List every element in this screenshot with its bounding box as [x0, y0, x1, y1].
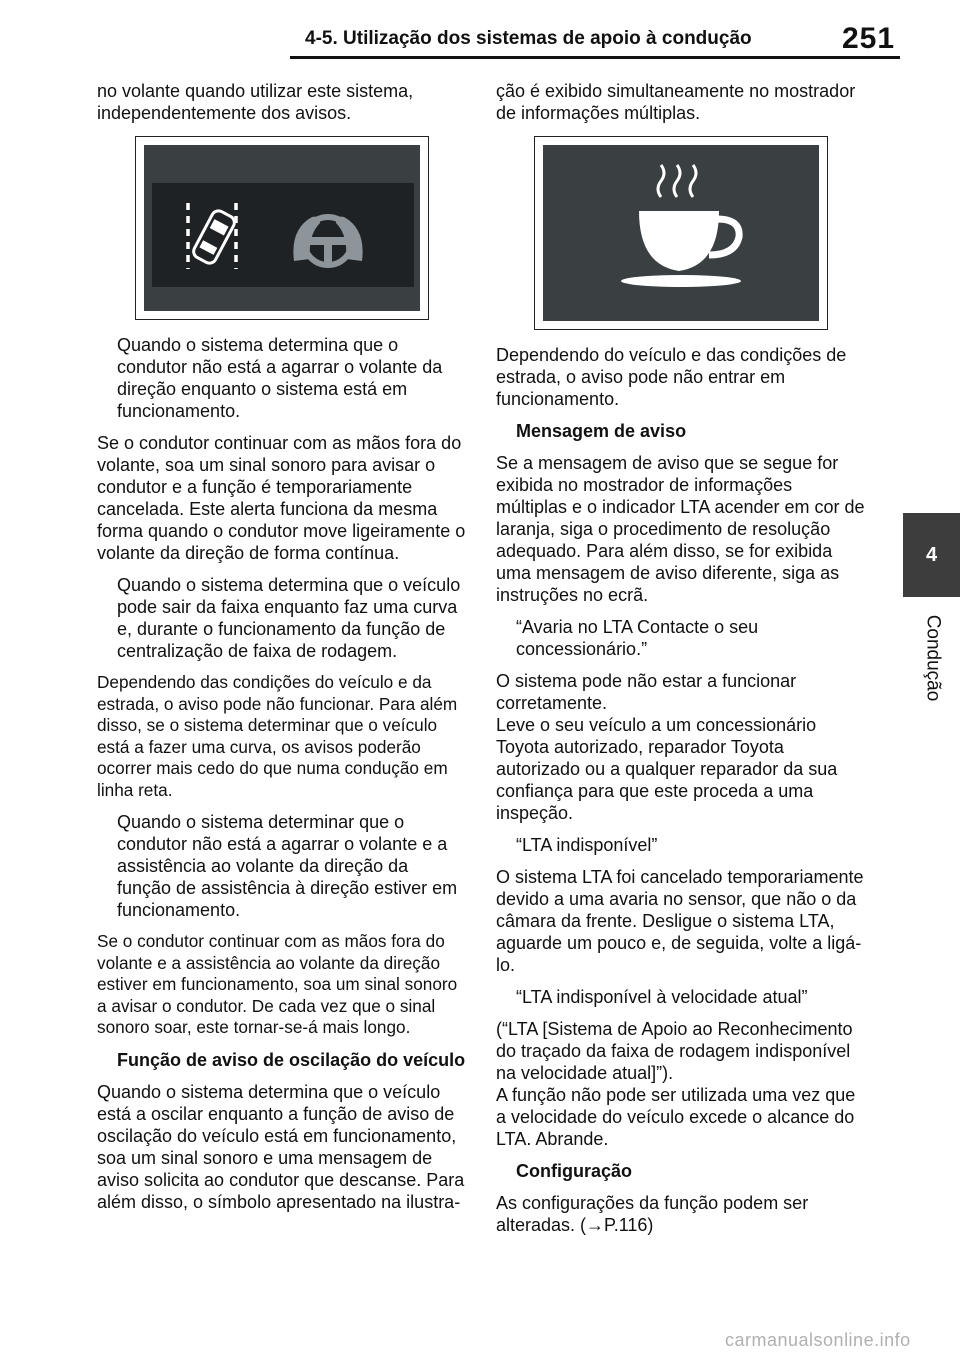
- warning-display-graphic: [144, 145, 420, 311]
- chapter-tab: [903, 513, 960, 597]
- subheading: Mensagem de aviso: [516, 421, 687, 441]
- paragraph: O sistema LTA foi cancelado temporariamente devido a uma avaria no sensor, que não o da câmara da frente. Desligue o sistema LTA, aguarde um pouco e, de seguida, volte a ligá-lo.: [496, 867, 864, 975]
- rest-warning-graphic: [543, 145, 819, 321]
- paragraph: Quando o sistema determinar que o condutor não está a agarrar o volante e a assistência ao volante da direção da função de assistência à direção estiver em funcionamento.: [117, 812, 458, 920]
- paragraph: Dependendo do veículo e das condições de estrada, o aviso pode não entrar em funcionamento.: [496, 345, 847, 409]
- display-screen: [144, 145, 420, 311]
- paragraph: no volante quando utilizar este sistema, independentemente dos avisos.: [97, 81, 414, 123]
- warning-message: “Avaria no LTA Contacte o seu concessionário.”: [516, 617, 759, 659]
- warning-message: “LTA indisponível à velocidade atual”: [516, 987, 808, 1007]
- right-column: [496, 80, 866, 1246]
- left-column: [97, 80, 467, 1223]
- page-number: 251: [842, 22, 896, 55]
- paragraph: O sistema pode não estar a funcionar corretamente.: [496, 671, 797, 713]
- warning-message: “LTA indisponível”: [516, 835, 658, 855]
- paragraph: Quando o sistema determina que o condutor não está a agarrar o volante da direção enquanto o sistema está em funcionamento.: [117, 335, 443, 421]
- paragraph: Dependendo das condições do veículo e da estrada, o aviso pode não funcionar. Para além disso, se o sistema determinar que o veículo está a fazer uma curva, os avisos poderão ocorrer mais cedo do que numa condução em linha reta.: [97, 672, 458, 800]
- paragraph: Se a mensagem de aviso que se segue for exibida no mostrador de informações múltiplas e o indicador LTA acender em cor de laranja, siga o procedimento de resolução adequado. Para além disso, se for exibida uma mensagem de aviso diferente, siga as instruções no ecrã.: [496, 453, 865, 605]
- paragraph: (“LTA [Sistema de Apoio ao Reconhecimento do traçado da faixa de rodagem indisponível na velocidade atual]”).: [496, 1019, 853, 1083]
- display-screen: [543, 145, 819, 321]
- paragraph: Se o condutor continuar com as mãos fora do volante e a assistência ao volante da direção estiver em funcionamento, soa um sinal sonoro a avisar o condutor. De cada vez que o sinal sonoro soar, este tornar-se-á mais longo.: [97, 931, 458, 1037]
- paragraph: A função não pode ser utilizada uma vez que a velocidade do veículo excede o alcance do LTA. Abrande.: [496, 1085, 856, 1149]
- watermark: carmanualsonline.info: [725, 1330, 911, 1350]
- paragraph: ção é exibido simultaneamente no mostrador de informações múltiplas.: [496, 81, 856, 123]
- paragraph: Quando o sistema determina que o veículo está a oscilar enquanto a função de aviso de oscilação do veículo está em funcionamento, soa um sinal sonoro e uma mensagem de aviso solicita ao condutor que descanse. Para além disso, o símbolo apresentado na ilustra-: [97, 1081, 465, 1212]
- paragraph: Quando o sistema determina que o veículo pode sair da faixa enquanto faz uma curva e, durante o funcionamento da função de centralização de faixa de rodagem.: [117, 575, 461, 661]
- chapter-number: 4: [925, 543, 938, 566]
- section-title: 4-5. Utilização dos sistemas de apoio à condução: [305, 28, 752, 49]
- figure-rest-warning: [534, 136, 828, 330]
- chapter-name: Condução: [922, 614, 943, 702]
- subheading: Configuração: [516, 1161, 633, 1181]
- paragraph: Se o condutor continuar com as mãos fora do volante, soa um sinal sonoro para avisar o condutor e a função é temporariamente cancelada. Este alerta funciona da mesma forma quando o condutor move ligeiramente o volante da direção de forma contínua.: [97, 433, 466, 563]
- subheading: Função de aviso de oscilação do veículo: [117, 1049, 466, 1070]
- figure-hands-off-warning: [135, 136, 429, 320]
- paragraph: Leve o seu veículo a um concessionário Toyota autorizado, reparador Toyota autorizado ou a qualquer reparador da sua confiança para que este proceda a uma inspeção.: [496, 715, 838, 823]
- paragraph: As configurações da função podem ser alteradas. (→P.116): [496, 1193, 809, 1235]
- chapter-label: [910, 598, 954, 718]
- header-rule: [290, 56, 900, 59]
